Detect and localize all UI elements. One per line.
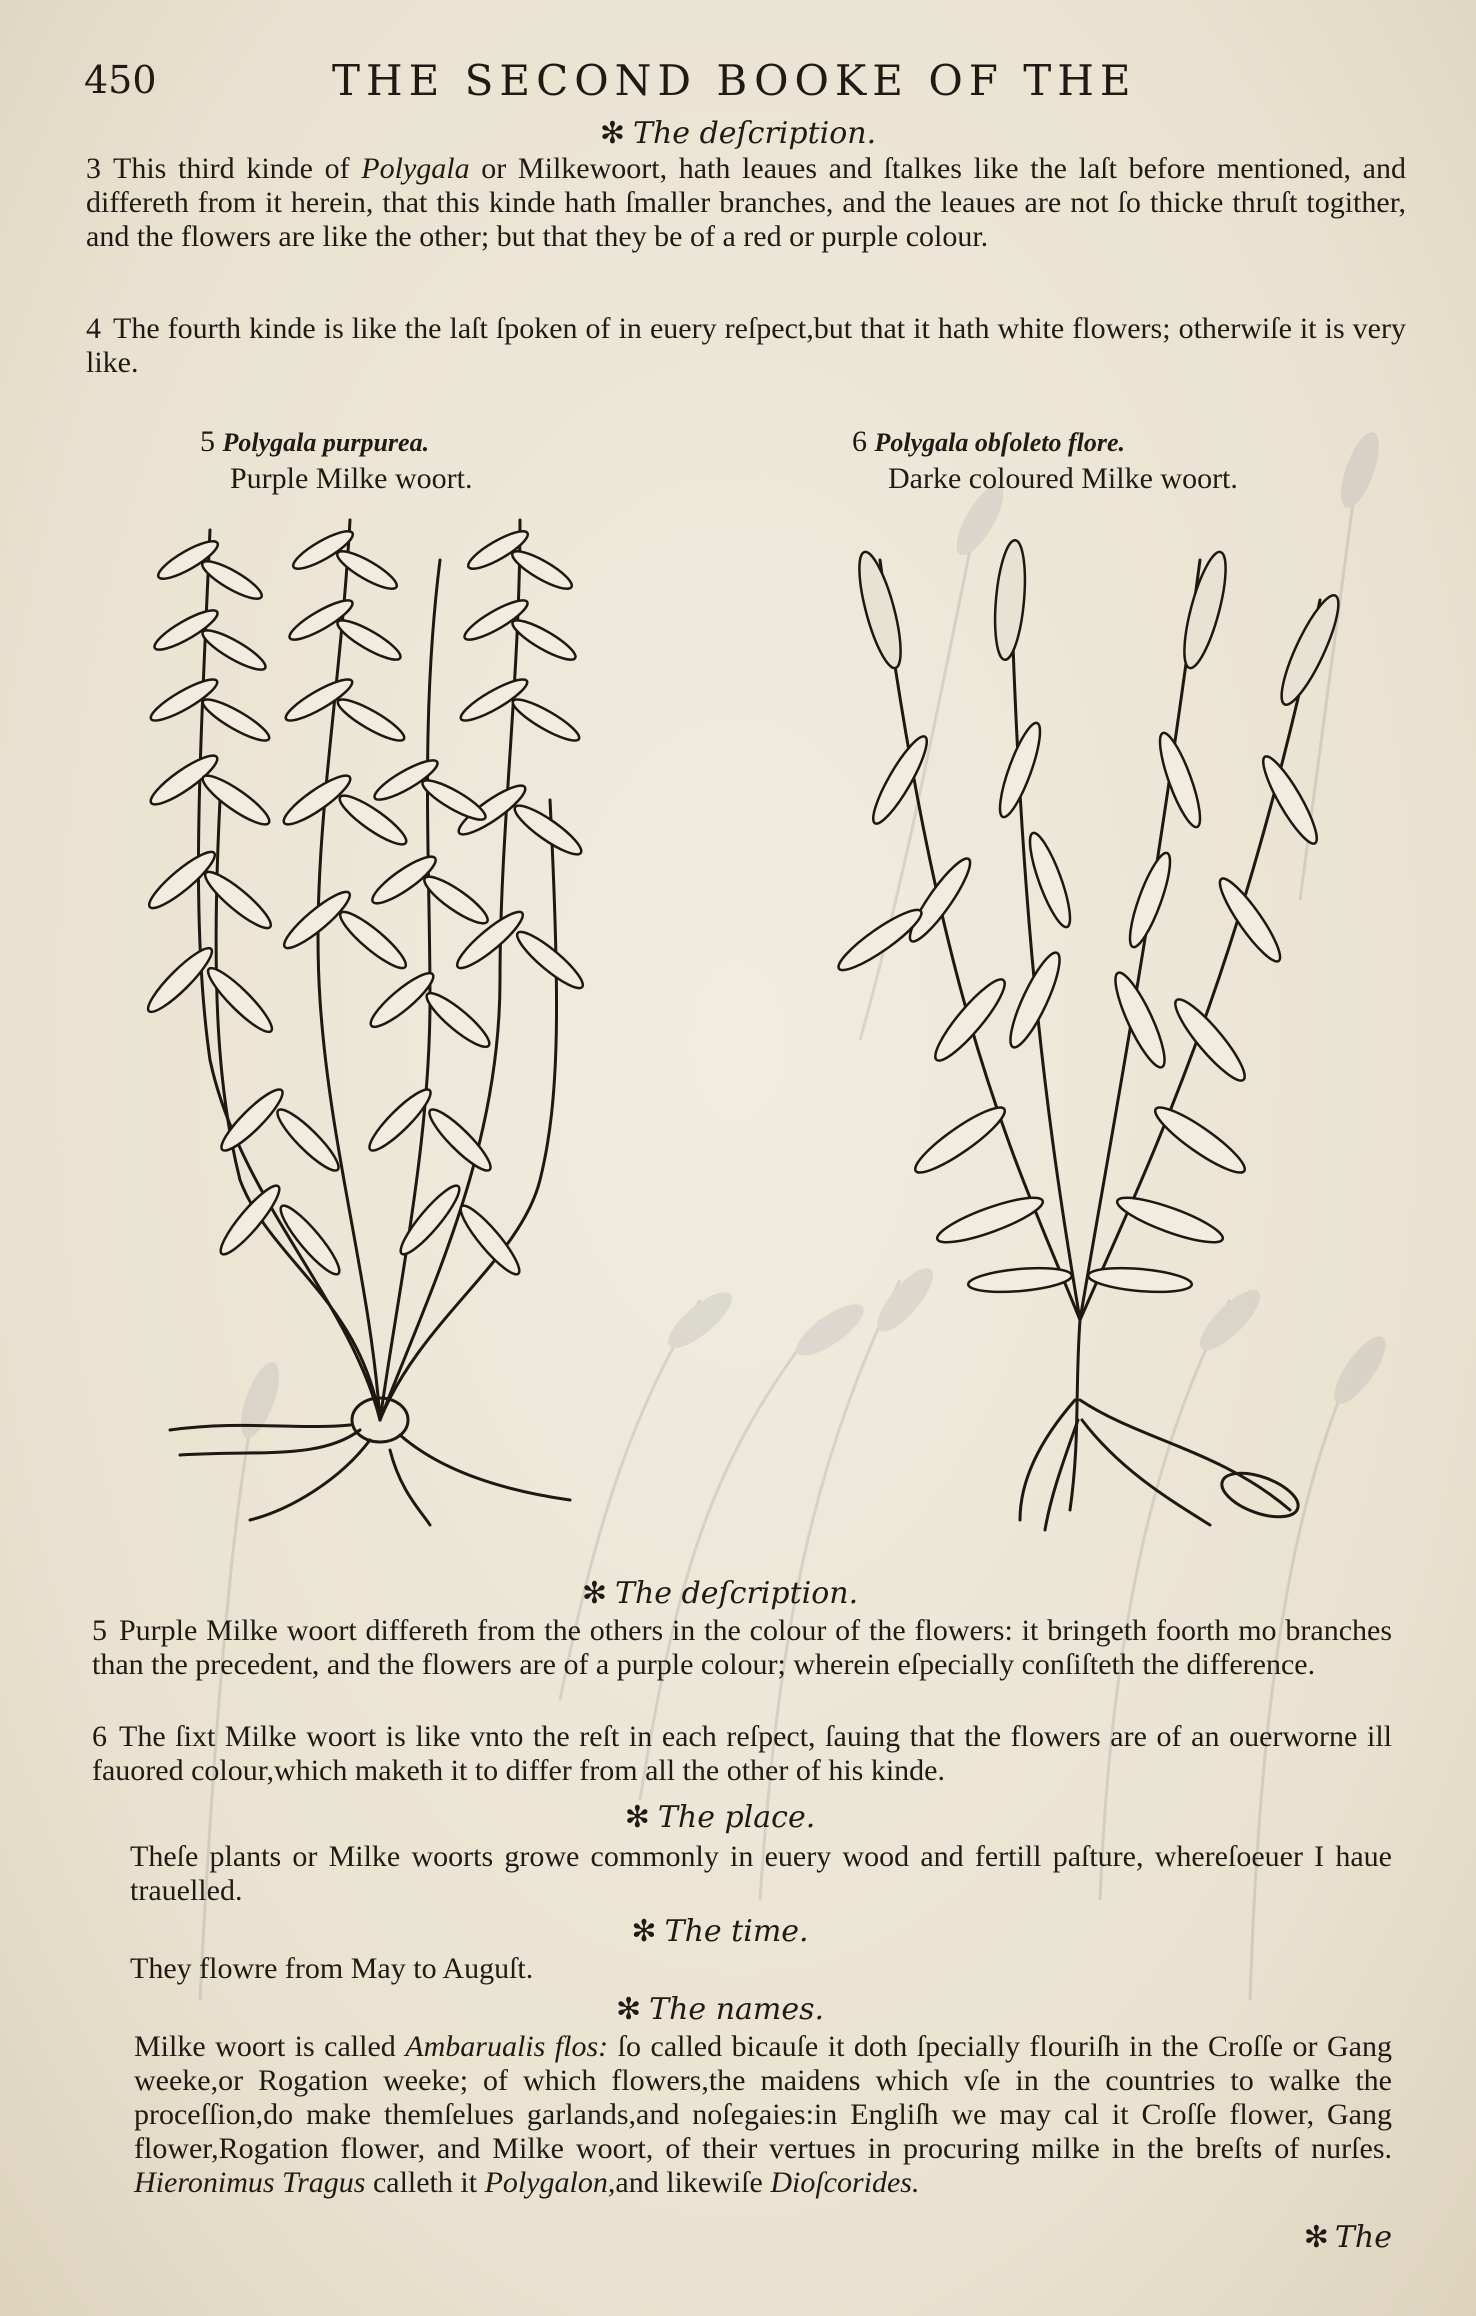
paragraph-time: They flowre from May to Auguſt. bbox=[130, 1952, 534, 1985]
rubric-text: The time. bbox=[664, 1914, 809, 1949]
author-name: Hieronimus Tragus bbox=[134, 2166, 366, 2199]
asterism-icon: ✻ bbox=[581, 1576, 607, 1611]
figure-latin-name: Polygala purpurea. bbox=[222, 428, 430, 457]
paragraph-number: 3 bbox=[86, 152, 101, 185]
rubric-text: The deſcription. bbox=[632, 116, 877, 151]
paragraph-names: Milke woort is called Ambarualis flos: ſo called bicauſe it doth ſpecially flouriſh in the Croſſe or Gang weeke,or Rogation weeke; of which flowers,the maidens which vſe in the countries to walke the proceſſion,do make themſelues garlands,and noſegaies:in Engliſh we may cal it Croſſe flower, Gang flower,Rogation flower, and Milke woort, of their vertues in procuring milke in the breſts of nurſes. Hieronimus Tragus calleth it Polygalon,and likewiſe Dioſcorides. bbox=[134, 2030, 1392, 2199]
latin-term: Polygala bbox=[361, 152, 470, 185]
author-name: Dioſcorides. bbox=[770, 2166, 920, 2199]
rubric-names bbox=[560, 1992, 880, 2027]
paragraph-number: 6 bbox=[92, 1720, 107, 1753]
rubric-place bbox=[560, 1800, 880, 1835]
figure-latin-name: Polygala obſoleto flore. bbox=[874, 428, 1126, 457]
asterism-icon: ✻ bbox=[631, 1914, 657, 1949]
figure-english-name: Purple Milke woort. bbox=[230, 462, 473, 495]
asterism-icon: ✻ bbox=[624, 1800, 650, 1835]
asterism-icon: ✻ bbox=[1303, 2220, 1329, 2255]
paragraph-4: 4 The fourth kinde is like the laſt ſpoken of in euery reſpect,but that it hath white flowers; otherwiſe it is very like. bbox=[86, 312, 1406, 379]
running-head bbox=[84, 48, 1384, 108]
paragraph-number: 4 bbox=[86, 312, 101, 345]
paragraph-3: 3 This third kinde of Polygala or Milkewoort, hath leaues and ſtalkes like the laſt before mentioned, and differeth from it herein, that this kinde hath ſmaller branches, and the leaues are not ſo thicke thruſt togither, and the flowers are like the other; but that they be of a red or purple colour. bbox=[86, 152, 1406, 253]
paragraph-number: 5 bbox=[92, 1614, 107, 1647]
rubric-time bbox=[560, 1914, 880, 1949]
asterism-icon: ✻ bbox=[599, 116, 625, 151]
catchword: ✻ The bbox=[1303, 2220, 1392, 2255]
paragraph-5: 5 Purple Milke woort differeth from the others in the colour of the flowers: it bringeth foorth mo branches than the precedent, and the flowers are of a purple colour; wherein eſpecially conſiſteth the difference. bbox=[92, 1614, 1392, 1681]
figure-caption-6 bbox=[852, 424, 1412, 497]
rubric-text: The deſcription. bbox=[614, 1576, 859, 1611]
rubric-text: The place. bbox=[657, 1800, 816, 1835]
asterism-icon: ✻ bbox=[615, 1992, 642, 2027]
latin-term: Ambarualis flos: bbox=[405, 2030, 609, 2063]
woodcut-purple-milkwort bbox=[100, 500, 660, 1530]
rubric-description-bottom bbox=[520, 1576, 920, 1611]
figure-number: 5 bbox=[200, 425, 215, 458]
rubric-text: The names. bbox=[649, 1992, 825, 2027]
page-number: 450 bbox=[84, 58, 157, 102]
paragraph-6: 6 The ſixt Milke woort is like vnto the reſt in each reſpect, ſauing that the flowers are of an ouerworne ill fauored colour,which maketh it to differ from all the other of his kinde. bbox=[92, 1720, 1392, 1787]
running-title: THE SECOND BOOKE OF THE bbox=[332, 56, 1137, 105]
figure-number: 6 bbox=[852, 425, 867, 458]
rubric-description-top bbox=[538, 116, 938, 151]
paragraph-place: Theſe plants or Milke woorts growe commonly in euery wood and fertill paſture, whereſoeuer I haue trauelled. bbox=[130, 1840, 1392, 1907]
figure-english-name: Darke coloured Milke woort. bbox=[888, 462, 1238, 495]
woodcut-dark-milkwort bbox=[820, 520, 1380, 1540]
latin-term: Polygalon, bbox=[484, 2166, 616, 2199]
figure-caption-5 bbox=[200, 424, 720, 497]
